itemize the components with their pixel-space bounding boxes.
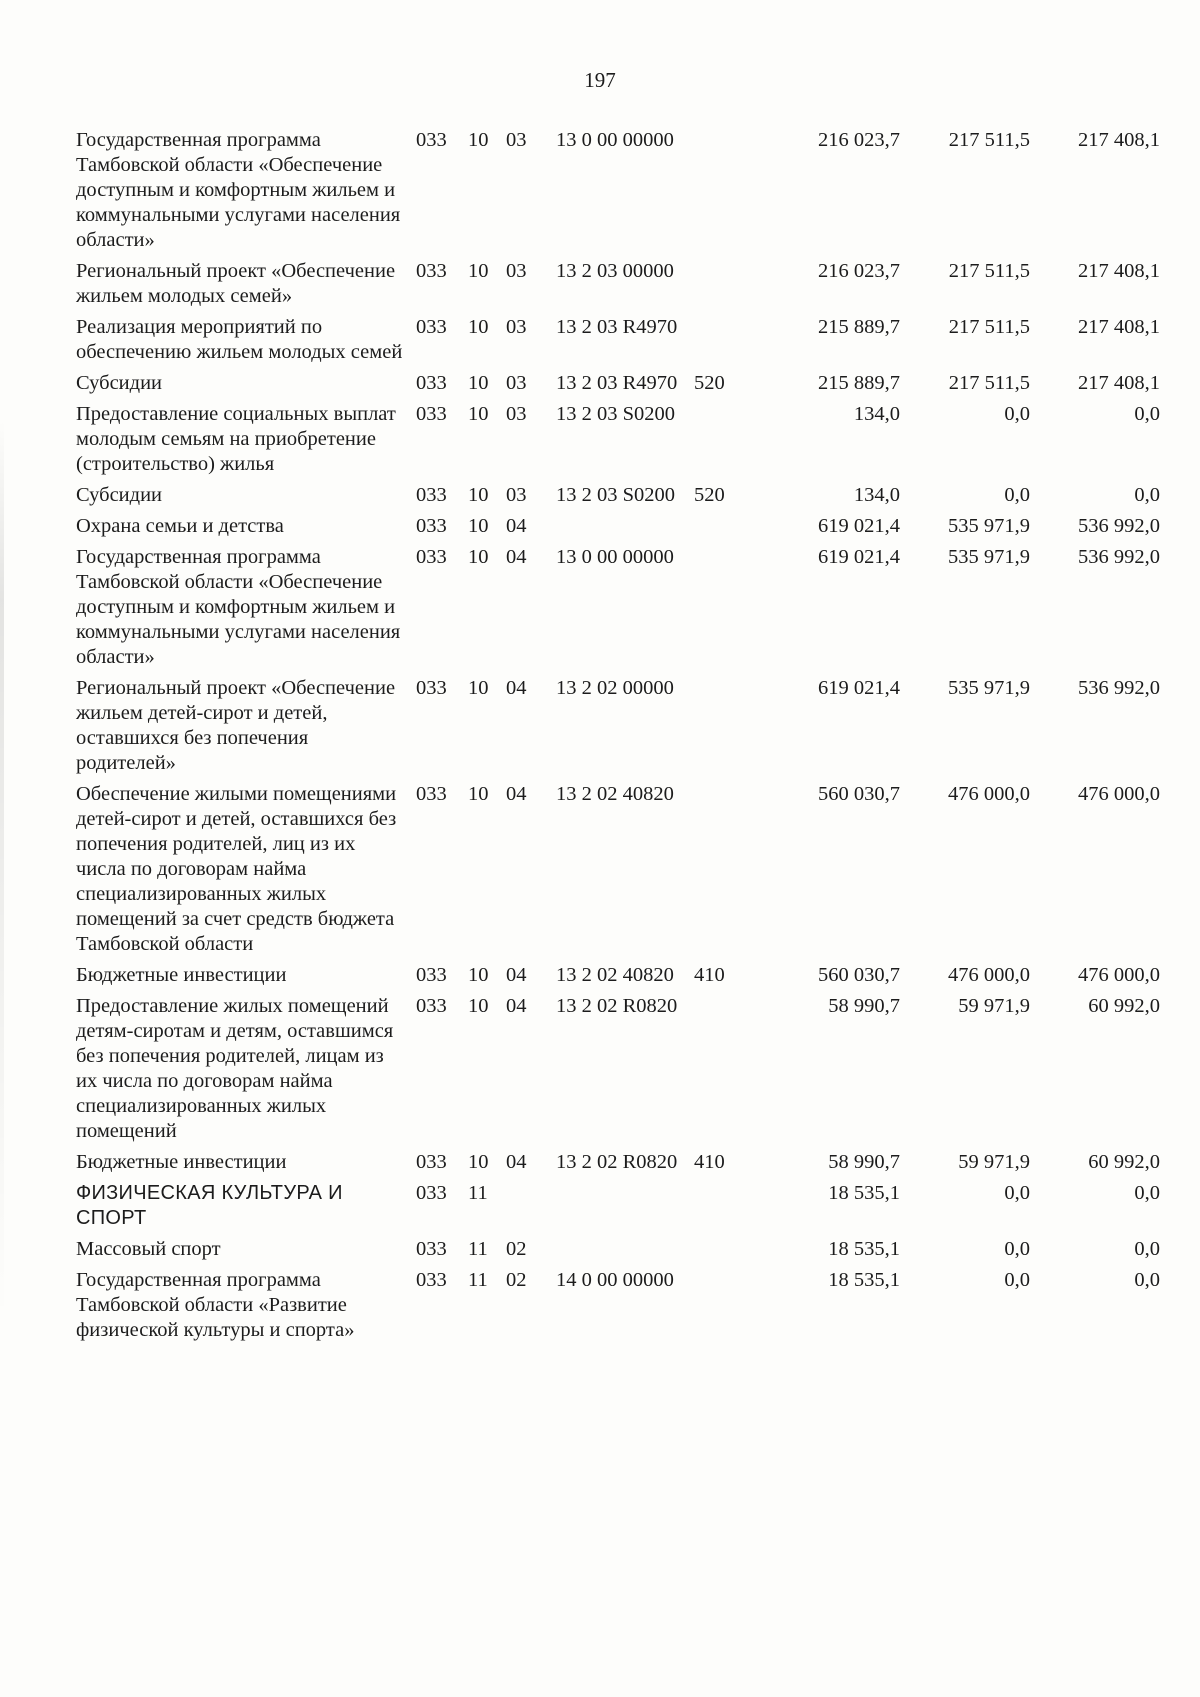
row-section-code: 10 xyxy=(468,964,489,986)
row-amount-year-1: 18 535,1 xyxy=(828,1269,900,1291)
row-amount-year-3: 476 000,0 xyxy=(1078,964,1160,986)
row-target-article-code: 13 2 02 40820 xyxy=(556,783,674,805)
row-expense-type-code: 520 xyxy=(694,484,725,506)
row-subsection-code: 04 xyxy=(506,964,527,986)
row-target-article-code: 13 2 02 R0820 xyxy=(556,995,678,1017)
row-amount-year-1: 619 021,4 xyxy=(818,546,900,568)
row-section-code: 10 xyxy=(468,783,489,805)
row-amount-year-2: 535 971,9 xyxy=(948,515,1030,537)
row-subsection-code: 02 xyxy=(506,1269,527,1291)
row-amount-year-3: 476 000,0 xyxy=(1078,783,1160,805)
row-amount-year-1: 215 889,7 xyxy=(818,372,900,394)
table-row xyxy=(76,128,1160,259)
row-section-code: 11 xyxy=(468,1182,488,1204)
row-name: Государственная программа Тамбовской области «Обеспечение доступным и комфортным жильем и коммунальными услугами населения области» xyxy=(76,129,401,251)
row-expense-type-code xyxy=(694,1268,750,1349)
row-name: ФИЗИЧЕСКАЯ КУЛЬТУРА И СПОРТ xyxy=(76,1182,343,1229)
row-section-code: 11 xyxy=(468,1238,488,1260)
row-amount-year-2: 217 511,5 xyxy=(948,316,1030,338)
table-row xyxy=(76,483,1160,514)
row-section-code: 10 xyxy=(468,484,489,506)
page-number: 197 xyxy=(584,68,616,92)
row-target-article-code: 14 0 00 00000 xyxy=(556,1269,674,1291)
row-ved-code: 033 xyxy=(416,316,447,338)
row-expense-type-code xyxy=(694,676,750,782)
table-row xyxy=(76,1237,1160,1268)
row-subsection-code: 03 xyxy=(506,316,527,338)
table-row xyxy=(76,1150,1160,1181)
row-amount-year-2: 476 000,0 xyxy=(948,783,1030,805)
row-expense-type-code: 410 xyxy=(694,964,725,986)
row-name: Региональный проект «Обеспечение жильем молодых семей» xyxy=(76,260,396,307)
row-name: Бюджетные инвестиции xyxy=(76,1151,287,1173)
row-amount-year-3: 536 992,0 xyxy=(1078,515,1160,537)
row-expense-type-code xyxy=(694,128,750,259)
row-amount-year-2: 59 971,9 xyxy=(958,995,1030,1017)
row-ved-code: 033 xyxy=(416,129,447,151)
row-expense-type-code xyxy=(694,402,750,483)
row-amount-year-1: 58 990,7 xyxy=(828,1151,900,1173)
row-name: Бюджетные инвестиции xyxy=(76,964,287,986)
row-amount-year-2: 0,0 xyxy=(1004,1238,1030,1260)
row-ved-code: 033 xyxy=(416,403,447,425)
table-row xyxy=(76,315,1160,371)
row-target-article-code: 13 2 03 S0200 xyxy=(556,403,676,425)
table-row xyxy=(76,545,1160,676)
row-amount-year-2: 217 511,5 xyxy=(948,372,1030,394)
row-ved-code: 033 xyxy=(416,515,447,537)
row-ved-code: 033 xyxy=(416,783,447,805)
table-row xyxy=(76,371,1160,402)
row-amount-year-3: 217 408,1 xyxy=(1078,129,1160,151)
row-section-code: 10 xyxy=(468,677,489,699)
row-subsection-code: 04 xyxy=(506,677,527,699)
row-name: Обеспечение жилыми помещениями детей-сирот и детей, оставшихся без попечения родителей, лиц из их числа по договорам найма специализированных жилых помещений за счет средств бюджета Тамбовской области xyxy=(76,783,397,955)
row-ved-code: 033 xyxy=(416,995,447,1017)
row-amount-year-3: 536 992,0 xyxy=(1078,546,1160,568)
row-expense-type-code xyxy=(694,545,750,676)
row-subsection-code: 04 xyxy=(506,783,527,805)
row-amount-year-1: 560 030,7 xyxy=(818,783,900,805)
row-target-article-code: 13 2 03 S0200 xyxy=(556,484,676,506)
row-ved-code: 033 xyxy=(416,1182,447,1204)
row-amount-year-2: 59 971,9 xyxy=(958,1151,1030,1173)
row-target-article-code xyxy=(556,1237,694,1268)
row-amount-year-3: 60 992,0 xyxy=(1088,1151,1160,1173)
row-expense-type-code xyxy=(694,994,750,1150)
row-amount-year-3: 60 992,0 xyxy=(1088,995,1160,1017)
row-target-article-code xyxy=(556,514,694,545)
row-amount-year-1: 619 021,4 xyxy=(818,515,900,537)
table-row xyxy=(76,1181,1160,1237)
table-row xyxy=(76,994,1160,1150)
budget-rows xyxy=(76,128,1160,1349)
row-amount-year-3: 0,0 xyxy=(1134,484,1160,506)
row-amount-year-2: 0,0 xyxy=(1004,1182,1030,1204)
row-amount-year-3: 217 408,1 xyxy=(1078,372,1160,394)
row-section-code: 10 xyxy=(468,316,489,338)
row-ved-code: 033 xyxy=(416,1238,447,1260)
row-expense-type-code xyxy=(694,315,750,371)
budget-table xyxy=(76,128,1160,1349)
row-target-article-code: 13 2 03 R4970 xyxy=(556,372,678,394)
row-subsection-code: 04 xyxy=(506,995,527,1017)
table-row xyxy=(76,402,1160,483)
table-row xyxy=(76,782,1160,963)
row-ved-code: 033 xyxy=(416,964,447,986)
row-section-code: 10 xyxy=(468,995,489,1017)
row-section-code: 10 xyxy=(468,515,489,537)
row-amount-year-1: 58 990,7 xyxy=(828,995,900,1017)
row-expense-type-code xyxy=(694,259,750,315)
row-section-code: 10 xyxy=(468,1151,489,1173)
row-amount-year-2: 0,0 xyxy=(1004,403,1030,425)
row-expense-type-code xyxy=(694,1237,750,1268)
row-name: Субсидии xyxy=(76,372,163,394)
row-subsection-code: 03 xyxy=(506,260,527,282)
row-subsection-code: 03 xyxy=(506,484,527,506)
row-expense-type-code xyxy=(694,1181,750,1237)
row-target-article-code: 13 2 03 R4970 xyxy=(556,316,678,338)
row-expense-type-code xyxy=(694,782,750,963)
row-section-code: 10 xyxy=(468,372,489,394)
row-name: Предоставление социальных выплат молодым семьям на приобретение (строительство) жилья xyxy=(76,403,396,475)
row-amount-year-3: 0,0 xyxy=(1134,403,1160,425)
row-amount-year-1: 18 535,1 xyxy=(828,1238,900,1260)
row-amount-year-3: 217 408,1 xyxy=(1078,260,1160,282)
row-amount-year-1: 18 535,1 xyxy=(828,1182,900,1204)
row-amount-year-1: 216 023,7 xyxy=(818,129,900,151)
row-target-article-code: 13 2 02 40820 xyxy=(556,964,674,986)
row-target-article-code: 13 0 00 00000 xyxy=(556,129,674,151)
row-amount-year-1: 134,0 xyxy=(853,484,900,506)
row-subsection-code: 03 xyxy=(506,129,527,151)
row-name: Государственная программа Тамбовской области «Развитие физической культуры и спорта» xyxy=(76,1269,355,1341)
row-section-code: 10 xyxy=(468,260,489,282)
row-amount-year-3: 217 408,1 xyxy=(1078,316,1160,338)
row-target-article-code: 13 2 02 R0820 xyxy=(556,1151,678,1173)
row-subsection-code: 03 xyxy=(506,372,527,394)
row-section-code: 10 xyxy=(468,546,489,568)
row-subsection-code: 03 xyxy=(506,403,527,425)
row-section-code: 10 xyxy=(468,129,489,151)
table-row xyxy=(76,676,1160,782)
row-name: Региональный проект «Обеспечение жильем детей-сирот и детей, оставшихся без попечения родителей» xyxy=(76,677,396,774)
row-target-article-code xyxy=(556,1181,694,1237)
row-target-article-code: 13 0 00 00000 xyxy=(556,546,674,568)
row-section-code: 11 xyxy=(468,1269,488,1291)
row-amount-year-1: 619 021,4 xyxy=(818,677,900,699)
row-subsection-code xyxy=(506,1181,556,1237)
row-name: Массовый спорт xyxy=(76,1238,221,1260)
row-target-article-code: 13 2 02 00000 xyxy=(556,677,674,699)
row-ved-code: 033 xyxy=(416,1151,447,1173)
row-subsection-code: 02 xyxy=(506,1238,527,1260)
row-target-article-code: 13 2 03 00000 xyxy=(556,260,674,282)
row-amount-year-3: 0,0 xyxy=(1134,1269,1160,1291)
table-row xyxy=(76,1268,1160,1349)
row-amount-year-2: 535 971,9 xyxy=(948,677,1030,699)
row-subsection-code: 04 xyxy=(506,1151,527,1173)
row-ved-code: 033 xyxy=(416,484,447,506)
row-expense-type-code: 410 xyxy=(694,1151,725,1173)
row-name: Государственная программа Тамбовской области «Обеспечение доступным и комфортным жильем и коммунальными услугами населения области» xyxy=(76,546,401,668)
row-amount-year-2: 476 000,0 xyxy=(948,964,1030,986)
row-name: Субсидии xyxy=(76,484,163,506)
row-amount-year-2: 217 511,5 xyxy=(948,129,1030,151)
row-amount-year-3: 0,0 xyxy=(1134,1182,1160,1204)
row-ved-code: 033 xyxy=(416,546,447,568)
table-row xyxy=(76,963,1160,994)
row-ved-code: 033 xyxy=(416,1269,447,1291)
row-amount-year-1: 134,0 xyxy=(853,403,900,425)
row-name: Предоставление жилых помещений детям-сиротам и детям, оставшимся без попечения родителей, лицам из их числа по договорам найма специализированных жилых помещений xyxy=(76,995,394,1142)
row-ved-code: 033 xyxy=(416,677,447,699)
row-amount-year-1: 560 030,7 xyxy=(818,964,900,986)
row-amount-year-3: 0,0 xyxy=(1134,1238,1160,1260)
row-expense-type-code: 520 xyxy=(694,372,725,394)
row-amount-year-1: 215 889,7 xyxy=(818,316,900,338)
row-amount-year-2: 535 971,9 xyxy=(948,546,1030,568)
table-row xyxy=(76,514,1160,545)
row-ved-code: 033 xyxy=(416,260,447,282)
row-amount-year-1: 216 023,7 xyxy=(818,260,900,282)
row-amount-year-2: 0,0 xyxy=(1004,1269,1030,1291)
row-amount-year-3: 536 992,0 xyxy=(1078,677,1160,699)
row-amount-year-2: 217 511,5 xyxy=(948,260,1030,282)
row-subsection-code: 04 xyxy=(506,515,527,537)
row-amount-year-2: 0,0 xyxy=(1004,484,1030,506)
row-section-code: 10 xyxy=(468,403,489,425)
row-expense-type-code xyxy=(694,514,750,545)
scan-edge-shadow xyxy=(0,420,4,1320)
table-row xyxy=(76,259,1160,315)
row-name: Реализация мероприятий по обеспечению жильем молодых семей xyxy=(76,316,403,363)
row-subsection-code: 04 xyxy=(506,546,527,568)
row-ved-code: 033 xyxy=(416,372,447,394)
row-name: Охрана семьи и детства xyxy=(76,515,284,537)
